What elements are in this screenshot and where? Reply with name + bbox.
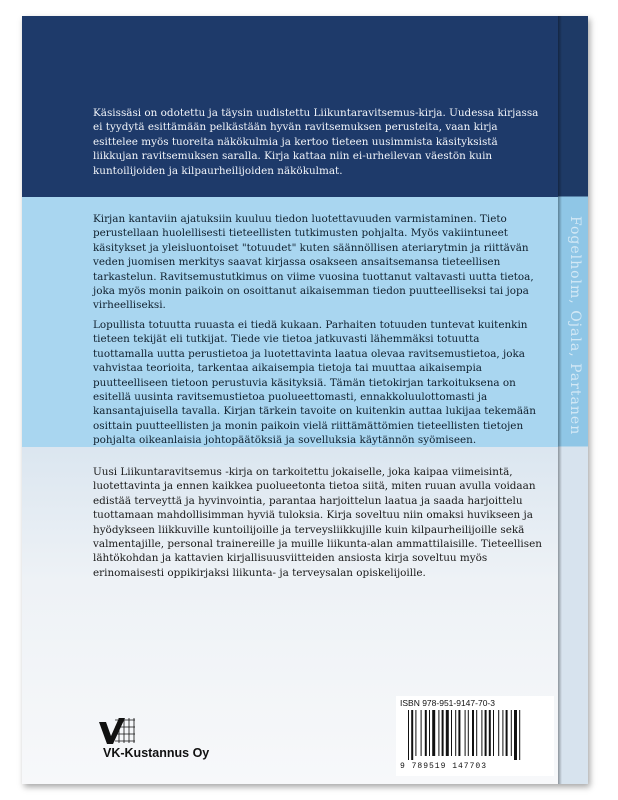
barcode-bar [451,710,452,756]
barcode-bar [511,710,512,756]
barcode-bar [421,710,422,756]
barcode-bar [432,710,435,756]
barcode-bar [468,710,469,756]
barcode-bar [411,710,413,760]
barcode-bar [514,710,517,760]
barcode-bar [485,710,487,756]
barcode-bar [438,710,439,756]
isbn-barcode-box [396,696,554,776]
barcode-bar [476,710,477,756]
barcode-bar [446,710,449,756]
blurb-paragraph-1: Käsissäsi on odotettu ja täysin uudistettu Liikuntaravitsemus-kirja. Uudessa kirjassa ei tyydytä esittämään pelkästään hyvän ravitsemuksen perusteita, vaan kirja esittelee myös tuoreita näkökulmia ja kertoo tieteen uusimmista käsityksistä liikkujan ravitsemuksen saralla. Kirja kattaa niin ei-urheilevan väestön kuin kuntoilijoiden ja kilpaurheilijoiden näkökulmat. [93,107,539,177]
isbn-label: ISBN 978-951-9147-70-3 [400,698,495,708]
barcode-bar [502,710,503,756]
barcode-bar [455,710,456,756]
barcode-bar [458,710,460,756]
barcode-bar [481,710,482,756]
barcode-icon [406,710,544,760]
spine-text: Fogelholm, Ojala, Partanen [567,216,583,436]
barcode-bar [429,710,430,756]
barcode-bar [415,710,416,756]
book-back-cover [22,16,588,784]
barcode-bar [489,710,491,756]
barcode-bar [465,710,466,756]
isbn-digits: 9 789519 147703 [400,762,488,771]
barcode-bar [472,710,474,756]
barcode-bar [408,710,409,760]
barcode-bar [506,710,508,756]
barcode-bar [425,710,427,756]
barcode-bar [519,710,520,760]
cover-panel [22,16,558,784]
barcode-bar [498,710,499,756]
barcode-bar [442,710,444,756]
barcode-bar [493,710,494,756]
blurb-paragraph-3: Lopullista totuutta ruuasta ei tiedä kukaan. Parhaiten totuuden tuntevat kuitenkin tieteen tekijät eli tutkijat. Tiede vie tietoa jatkuvasti lähemmäksi totuutta tuottamalla uutta perustietoa ja luotettavinta laatua olevaa ravitsemustietoa, joka vahvistaa teorioita, tarkentaa aikaisempia tietoja tai muuttaa aikaisempia puutteelliseen tietoon perustuvia käsityksiä. Tämän tietokirjan tarkoituksena on esitellä uusinta ravitsemustietoa puolueettomasti, ennakkoluulottomasti ja kansantajuisella tavalla. Kirjan tärkein tavoite on kuitenkin auttaa lukijaa tekemään osittain puutteellisten ja monin paikoin vielä riittämättömien tieteellisten tietojen pohjalta oikeanlaisia johtopäätöksiä ja sovelluksia käytännön syömiseen. [93,319,536,447]
blurb-paragraph-4: Uusi Liikuntaravitsemus -kirja on tarkoitettu jokaiselle, joka kaipaa viimeisintä, luotettavinta ja ennen kaikkea puolueetonta tietoa siitä, miten ruuan avulla voidaan edistää terveyttä ja hyvinvointia, parantaa harjoittelun laatua ja saada harjoittelu tuottamaan mahdollisimman hyviä tuloksia. Kirja soveltuu niin omaksi huvikseen ja hyödykseen liikkuville kuntoilijoille ja terveysliikkujille kuin kilpaurheilijoille sekä valmentajille, personal trainereille ja muille liikunta-alan ammattilaisille. Tieteellisen lähtökohdan ja kattavien kirjallisuusviitteiden ansiosta kirja soveltuu myös erinomaisesti oppikirjaksi liikunta- ja terveysalan opiskelijoille. [93,466,542,579]
blurb-paragraph-2: Kirjan kantaviin ajatuksiin kuuluu tiedon luotettavuuden varmistaminen. Tieto perustellaan huolellisesti tieteellisten tutkimusten pohjalta. Myös vakiintuneet käsitykset ja yleisluontoiset "totuudet" kuten säännöllisen ateriarytmin ja riittävän veden juomisen merkitys saavat kirjassa osakseen ansaitsemansa tieteellisen tarkastelun. Ravitsemustutkimus on viime vuosina tuottanut valtavasti uutta tietoa, joka myös monin paikoin on osoittanut aikaisemman tiedon puutteelliseksi tai jopa virheelliseksi. [93,213,534,312]
publisher-name: VK-Kustannus Oy [103,746,210,760]
spine-shadow [558,16,562,784]
